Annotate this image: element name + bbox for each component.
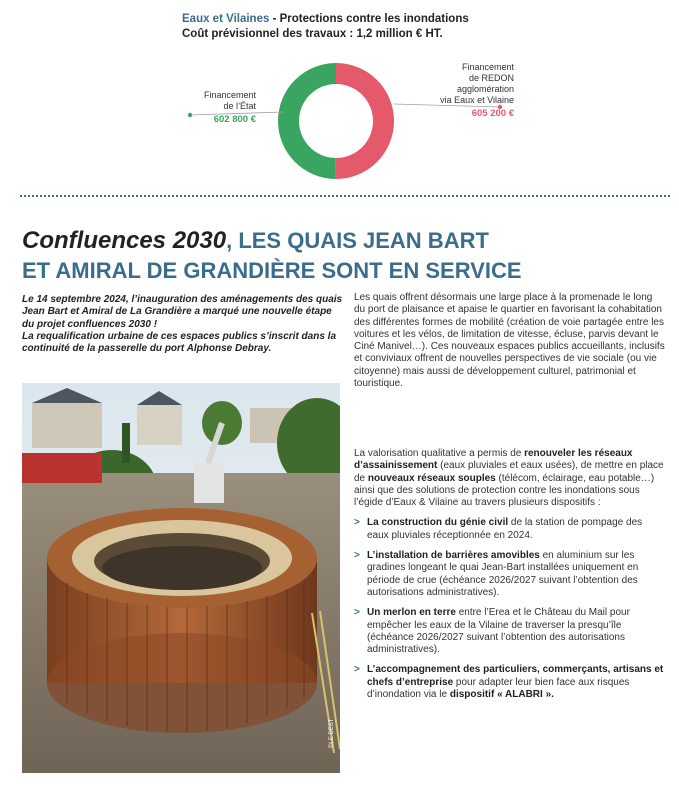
- bullet-4-bold: L’accompagnement des particuliers, commerçants, artisans et chefs d’entreprise: [367, 664, 664, 688]
- cost-line: Coût prévisionnel des travaux : 1,2 million € HT.: [182, 28, 443, 40]
- left-label-line1: Financement: [203, 90, 256, 100]
- article-paragraph-2: [354, 448, 666, 509]
- right-label-line3: agglomération: [456, 84, 514, 94]
- left-label-line2: de l’État: [223, 101, 256, 111]
- construction-photo: [22, 383, 340, 773]
- dotted-separator: [20, 195, 670, 197]
- right-label-line4: via Eaux et Vilaine: [440, 95, 514, 105]
- bullet-2-bold: L’installation de barrières amovibles: [367, 550, 540, 562]
- org-name: Eaux et Vilaines: [182, 13, 270, 25]
- right-slice-amount: 605 200 €: [471, 108, 514, 119]
- article-intro: [22, 294, 344, 355]
- title-caps-2: ET AMIRAL DE GRANDIÈRE SONT EN SERVICE: [22, 258, 522, 283]
- left-leader-dot: [188, 113, 192, 117]
- bullet-3-bold: Un merlon en terre: [367, 607, 456, 619]
- arrow-icon: >: [354, 607, 360, 619]
- p2-text-c: (télécom, éclairage, eau potable…) ainsi que des solutions de protection contre les inondations sous l’égide d’Eaux & Vilaine au travers plusieurs dispositifs :: [354, 472, 655, 509]
- intro-paragraph-2: La requalification urbaine de ces espaces publics s’inscrit dans la continuité de la passerelle du port Alphonse Debray.: [22, 330, 337, 355]
- p2-text-b: (eaux pluviales et eaux usées), de mettre en place de: [354, 460, 664, 484]
- arrow-icon: >: [354, 664, 360, 676]
- leader-lines: [0, 0, 679, 200]
- p2-bold-a: renouveler les réseaux d’assainissement: [354, 448, 633, 472]
- intro-paragraph-1: Le 14 septembre 2024, l’inauguration des aménagements des quais Jean Bart et Amiral de La Grandière a marqué une nouvelle étape du projet confluences 2030 !: [22, 294, 343, 330]
- left-slice-amount: 602 800 €: [213, 114, 256, 125]
- article-body-right: [354, 448, 666, 701]
- bullet-accompagnement: [354, 664, 666, 701]
- arrow-icon: >: [354, 517, 360, 529]
- photo-credit: ©LE DEST: [329, 718, 335, 748]
- bullet-barrieres: [354, 550, 666, 599]
- arrow-icon: >: [354, 550, 360, 562]
- right-label-line2: de REDON: [468, 73, 514, 83]
- bullet-4-text: pour adapter leur bien face aux risques d’inondation via le: [367, 676, 630, 701]
- left-slice-label: [204, 90, 256, 112]
- bullet-genie-civil: [354, 517, 666, 542]
- bullet-4-bold-2: dispositif « ALABRI ».: [449, 689, 554, 701]
- pumping-station-illustration: [22, 383, 340, 773]
- article-title: [22, 226, 662, 286]
- right-slice-label: [404, 62, 514, 106]
- title-caps-1: , LES QUAIS JEAN BART: [226, 228, 489, 253]
- right-label-line1: Financement: [461, 62, 514, 72]
- p2-bold-b: nouveaux réseaux souples: [367, 472, 496, 484]
- bullet-1-bold: La construction du génie civil: [367, 517, 509, 529]
- bullet-2-text: en aluminium sur les gradines longeant le quai Jean-Bart installées uniquement en période de crue (échéance 2026/2027 suivant l’obtention des autorisations administratives).: [367, 550, 639, 598]
- p2-text-a: La valorisation qualitative a permis de: [354, 448, 525, 459]
- article-paragraph-1: Les quais offrent désormais une large place à la promenade le long du port de plaisance et apaise le quartier en favorisant la cohabitation des différentes formes de mobilité (création de voie partagée entre les voitures et les vélos, de limitation de vitesse, écluse, parvis devant le Ciné Manivel…). Ces nouveaux espaces publics accueillants, inclusifs et conviviaux offrent de nouvelles perspectives de vie sociale (ou vie citoyenne) mais aussi de développement culturel, patrimonial et touristique.: [354, 292, 665, 390]
- bullet-merlon: [354, 607, 666, 656]
- bullet-3-text: entre l’Erea et le Château du Mail pour empêcher les eaux de la Vilaine de traverser la presqu’île (échéance 2026/2027 suivant l’obtention des autorisations administratives).: [367, 607, 630, 656]
- title-italic: Confluences 2030: [22, 227, 227, 254]
- title-dash: -: [269, 13, 280, 25]
- subject: Protections contre les inondations: [279, 13, 469, 25]
- bullet-1-text: de la station de pompage des eaux pluviales réceptionnée en 2024.: [367, 517, 643, 541]
